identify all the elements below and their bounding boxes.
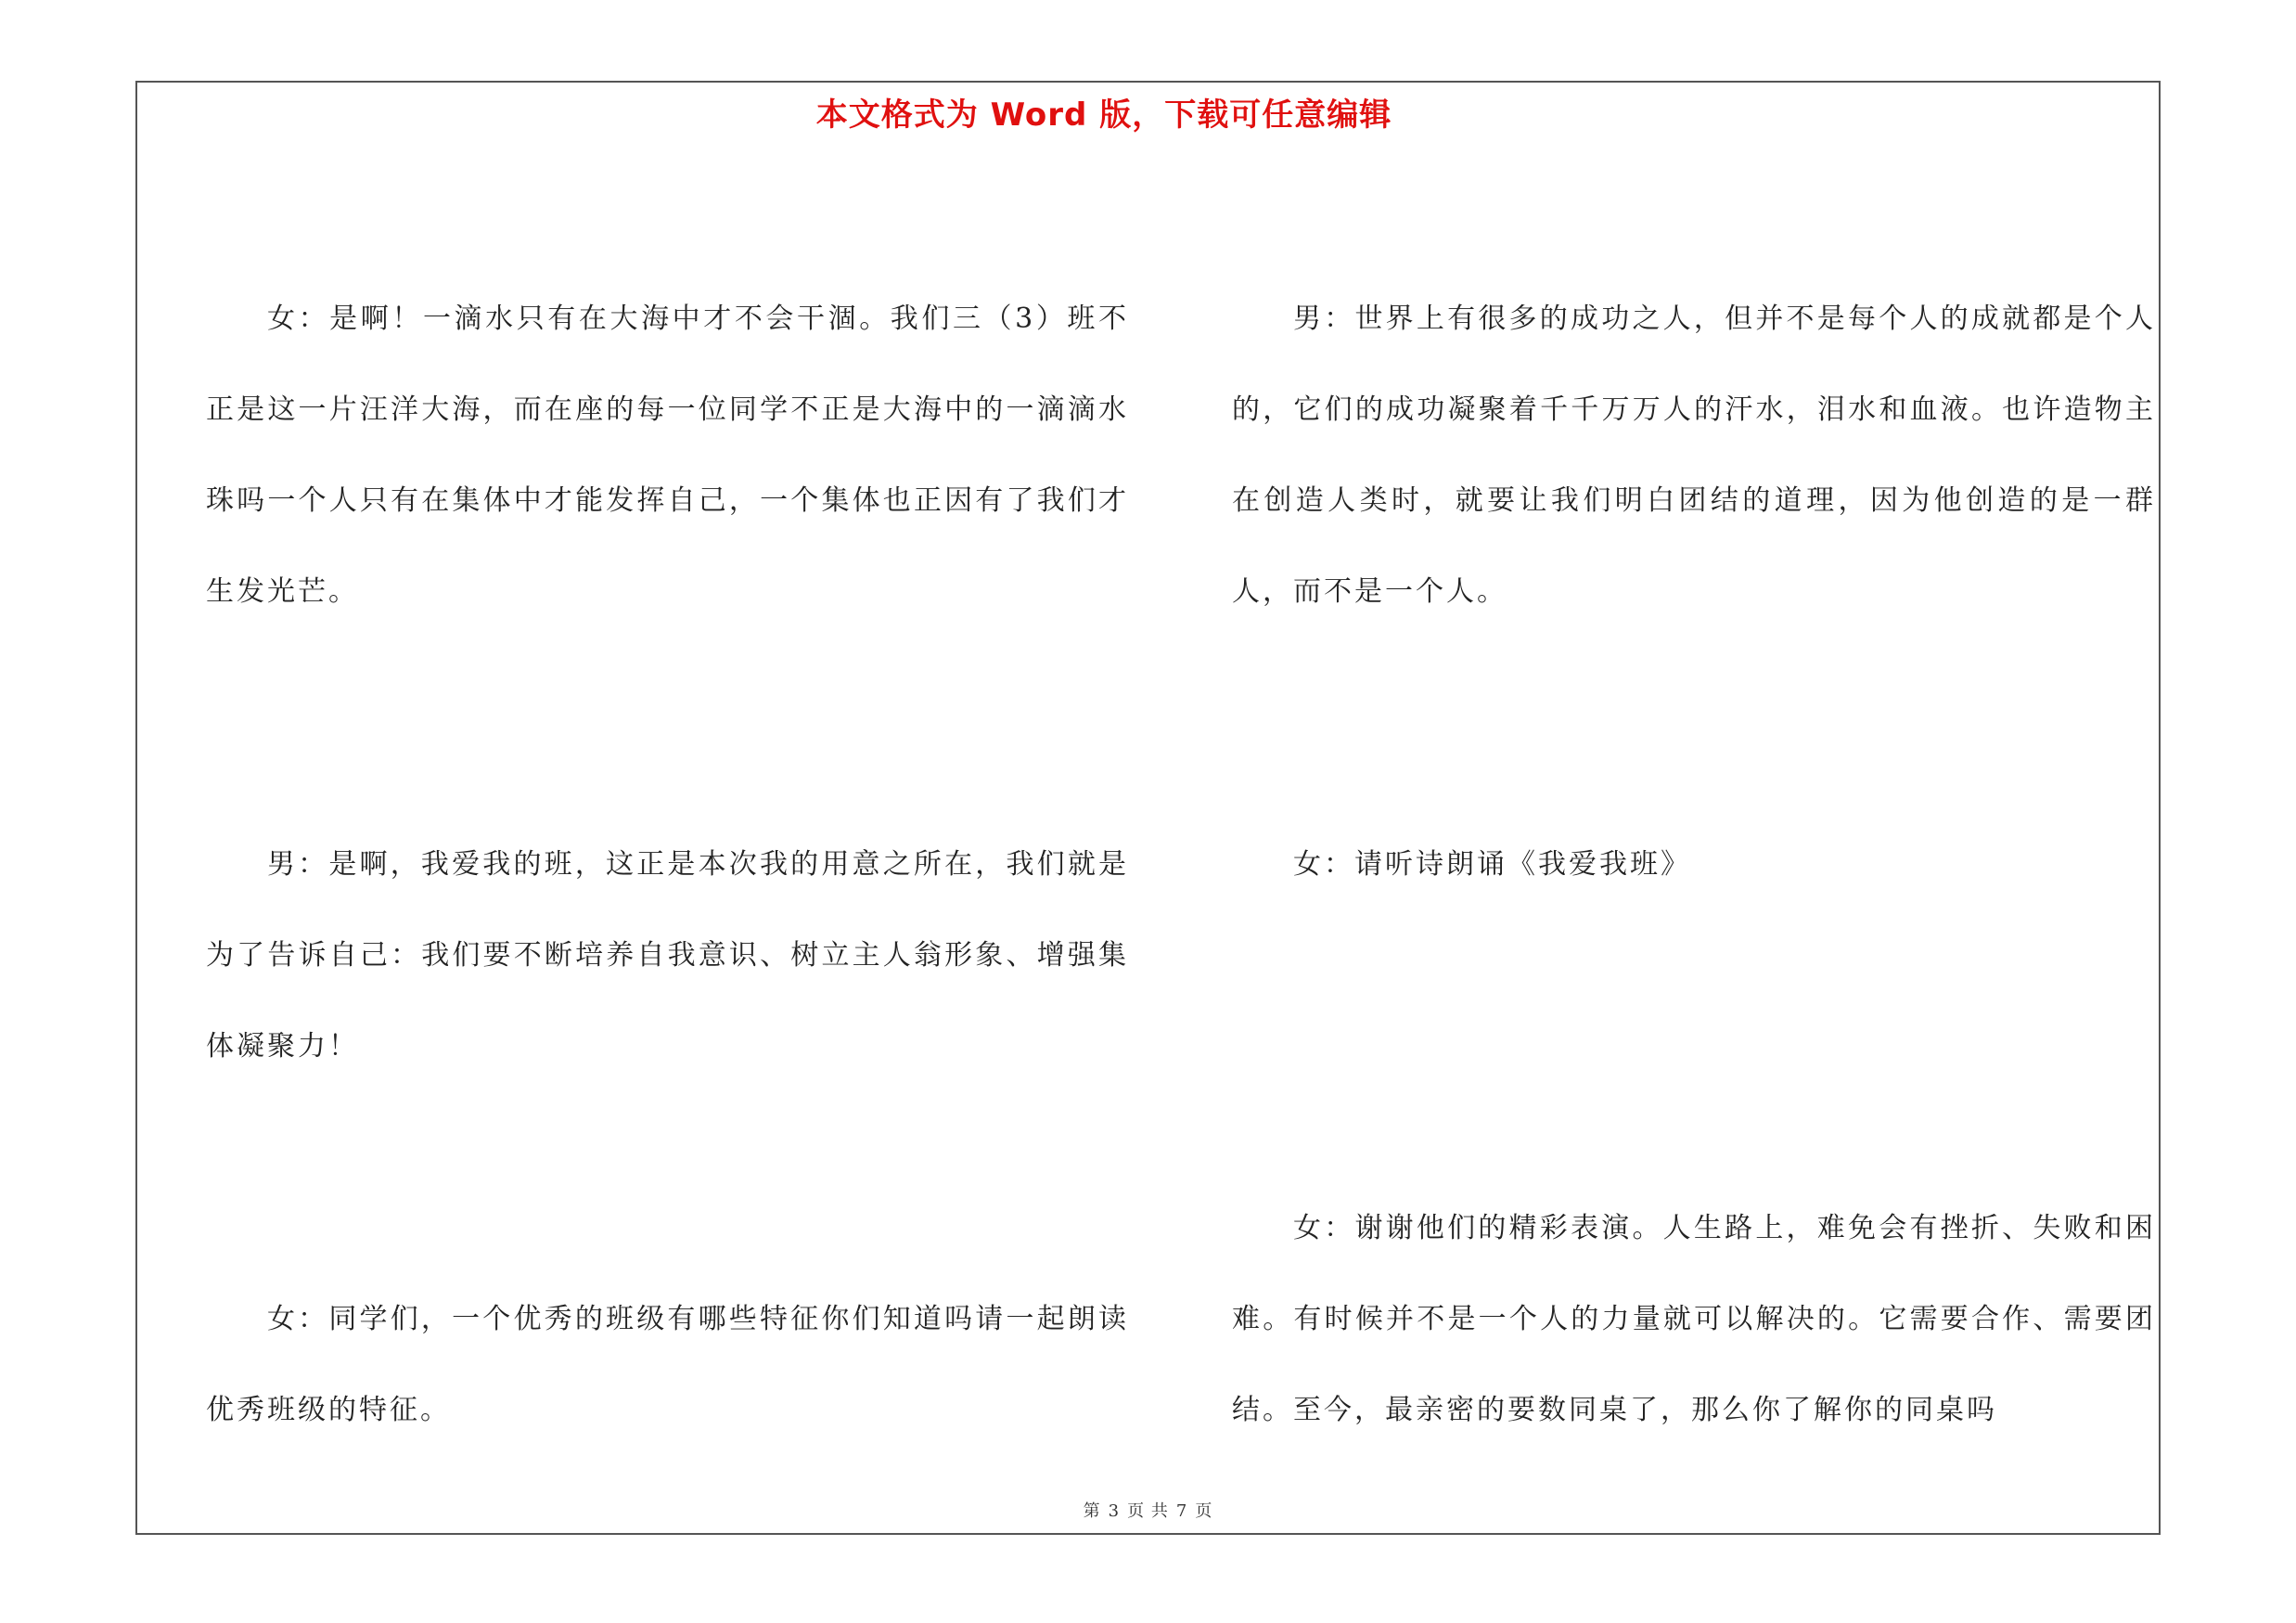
footer-prefix: 第	[1083, 1501, 1101, 1521]
footer-mid: 页 共	[1127, 1501, 1169, 1521]
right-column	[1232, 274, 2156, 1456]
footer-suffix: 页	[1195, 1501, 1213, 1521]
paragraph: 男：是啊，我爱我的班，这正是本次我的用意之所在，我们就是为了告诉自己：我们要不断培养自我意识、树立主人翁形象、增强集体凝聚力！	[206, 848, 1129, 1063]
left-column	[206, 274, 1129, 1456]
paragraph: 女：谢谢他们的精彩表演。人生路上，难免会有挫折、失败和困难。有时候并不是一个人的力量就可以解决的。它需要合作、需要团结。至今，最亲密的要数同桌了，那么你了解你的同桌吗	[1232, 1212, 2156, 1426]
paragraph: 女：是啊！一滴水只有在大海中才不会干涸。我们三（3）班不正是这一片汪洋大海，而在座的每一位同学不正是大海中的一滴滴水珠吗一个人只有在集体中才能发挥自己，一个集体也正因有了我们才生发光芒。	[206, 303, 1129, 608]
page-number-footer	[0, 1498, 2296, 1522]
footer-current-page: 3	[1108, 1501, 1121, 1521]
paragraph: 女：同学们，一个优秀的班级有哪些特征你们知道吗请一起朗读优秀班级的特征。	[206, 1303, 1129, 1426]
footer-total-pages: 7	[1175, 1501, 1188, 1521]
paragraph: 女：请听诗朗诵《我爱我班》	[1293, 848, 1691, 881]
header-banner: 本文格式为 Word 版，下载可任意编辑	[815, 97, 1392, 134]
paragraph: 男：世界上有很多的成功之人，但并不是每个人的成就都是个人的，它们的成功凝聚着千千万万人的汗水，泪水和血液。也许造物主在创造人类时，就要让我们明白团结的道理，因为他创造的是一群人，而不是一个人。	[1232, 303, 2156, 608]
